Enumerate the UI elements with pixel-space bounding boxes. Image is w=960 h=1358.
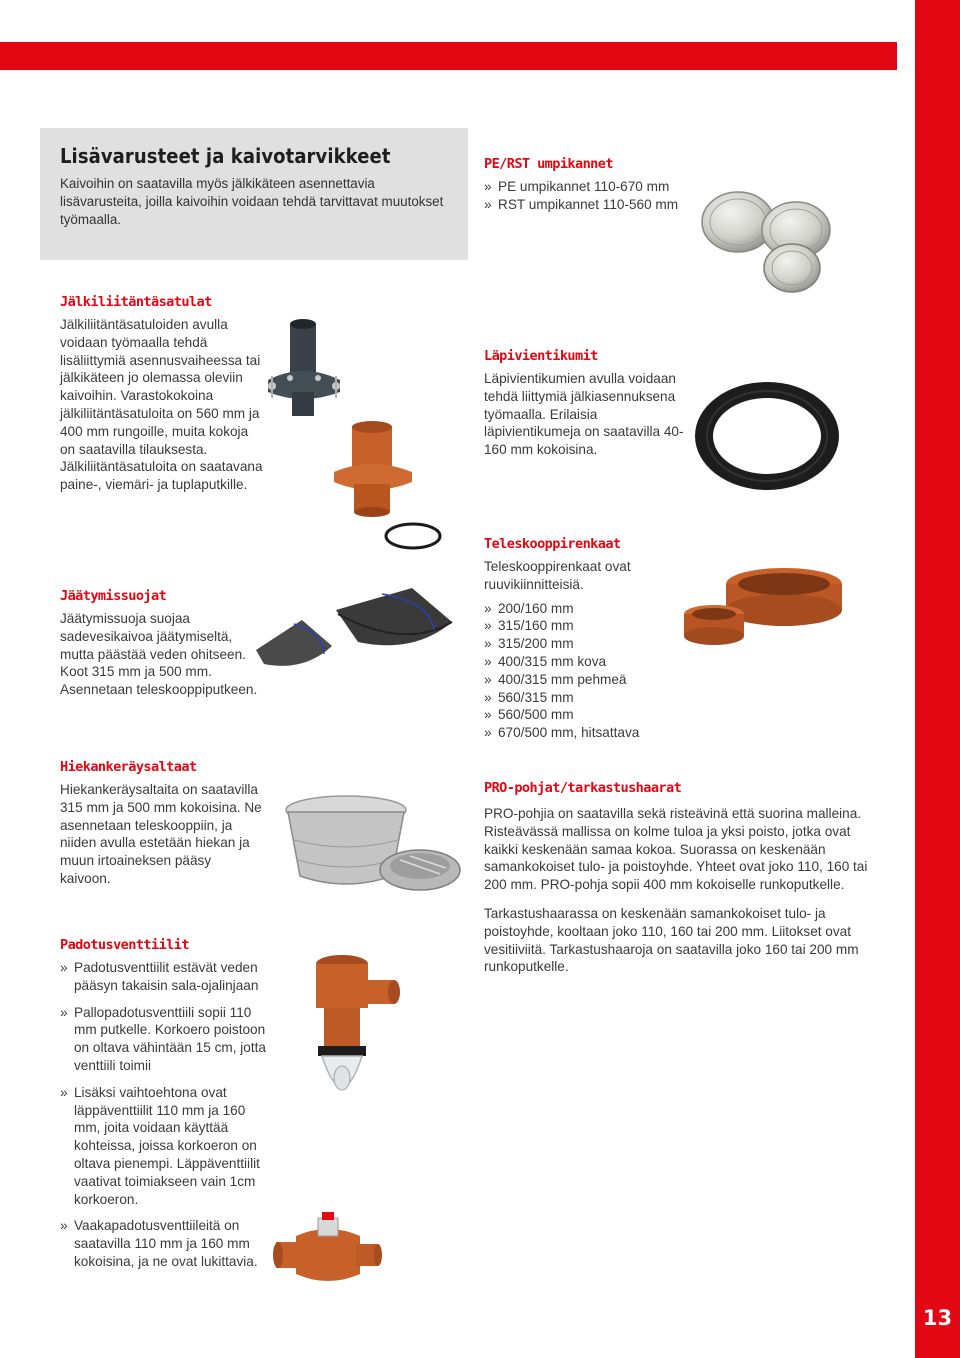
list-item: » Pallopadotusventtiili sopii 110 mm putkelle. Korkoero poistoon on oltava vähintään 15 cm, jotta venttiili toimii [60, 1004, 270, 1075]
pe-rst-section [484, 156, 714, 214]
intro-title: Lisävarusteet ja kaivotarvikkeet [60, 144, 391, 168]
frost-cones-photo [254, 580, 454, 674]
list-item: » 670/500 mm, hitsattava [484, 724, 684, 742]
list-item: » Padotusventtiilit estävät veden pääsyn takaisin sala-ojalinjaan [60, 959, 270, 995]
valve-section [60, 937, 270, 1280]
list-item: » Vaakapadotusventtiileitä on saatavilla 110 mm ja 160 mm kokoisina, ja ne ovat lukittavia. [60, 1217, 270, 1270]
page-number: 13 [922, 1306, 953, 1330]
frost-heading: Jäätymissuojat [60, 588, 167, 604]
pro-section [484, 780, 879, 976]
list-item: » 400/315 mm pehmeä [484, 671, 684, 689]
list-item: » RST umpikannet 110-560 mm [484, 196, 714, 214]
cap-discs-photo [700, 180, 840, 300]
pe-rst-list [484, 178, 714, 214]
sand-text: Hiekankeräysaltaita on saatavilla 315 mm ja 500 mm kokoisina. Ne asennetaan teleskooppiin, ja niiden avulla estetään hiekan ja muun irtoaineksen pääsy kaivoon. [60, 782, 262, 886]
grommet-section [484, 348, 684, 459]
saddle-text: Jälkiliitäntäsatuloiden avulla voidaan työmaalla tehdä lisäliittymiä asennusvaiheessa tai jälkikäteen jo olemassa oleviin kaivoihin. Varastokokoina jälkiliitäntäsatuloita on 560 mm ja 400 mm rungoille, muita kokoja on saatavilla tilauksesta. Jälkiliitäntäsatuloita on saatavana paine-, viemäri- ja tuplaputkille. [60, 317, 263, 493]
list-item: » 560/500 mm [484, 706, 684, 724]
intro-text: Kaivoihin on saatavilla myös jälkikäteen asennettavia lisävarusteita, joilla kaivoihin voidaan tehdä tarvittavat muutokset työmaalla. [60, 176, 444, 227]
list-item: » 400/315 mm kova [484, 653, 684, 671]
seal-ring-photo [382, 520, 444, 552]
list-item: » 560/315 mm [484, 689, 684, 707]
list-item: » Lisäksi vaihtoehtona ovat läppäventtiilit 110 mm ja 160 mm, joita voidaan käyttää kohteissa, joissa korkoeron on oltava pienempi. Läppäventtiilit vaativat toimiakseen vain 1cm korkoeron. [60, 1084, 270, 1209]
intro-box [40, 128, 468, 260]
ball-valve-photo [300, 950, 400, 1120]
telescope-text: Teleskooppirenkaat ovat ruuvikiinnitteisiä. [484, 559, 631, 592]
saddle-heading: Jälkiliitäntäsatulat [60, 294, 212, 310]
saddle-orange-photo [330, 420, 416, 520]
valve-heading: Padotusventtiilit [60, 937, 189, 953]
sand-section [60, 759, 265, 888]
frost-text: Jäätymissuoja suojaa sadevesikaivoa jäätymiseltä, mutta päästää veden ohitseen. Koot 315 mm ja 500 mm. Asennetaan teleskooppiputkeen. [60, 611, 258, 698]
list-item: » 200/160 mm [484, 600, 684, 618]
flap-valve-photo [272, 1208, 382, 1294]
valve-list [60, 959, 270, 1271]
sand-heading: Hiekankeräysaltaat [60, 759, 197, 775]
pro-text-2: Tarkastushaarassa on keskenään samankokoiset tulo- ja poistoyhde, kooltaan joko 110, 160 tai 200 mm. Liitokset ovat vesitiiviitä. Tarkastushaaroja on saatavilla joko 160 tai 200 mm runkoputkelle. [484, 905, 859, 975]
rubber-ring-photo [688, 376, 846, 496]
top-red-bar [0, 42, 897, 70]
telescope-heading: Teleskooppirenkaat [484, 536, 621, 552]
grommet-heading: Läpivientikumit [484, 348, 598, 364]
list-item: » PE umpikannet 110-670 mm [484, 178, 714, 196]
grommet-text: Läpivientikumien avulla voidaan tehdä liittymiä jälkiasennuksena työmaalla. Erilaisia läpivientikumeja on saatavilla 40-160 mm kokoisina. [484, 371, 684, 458]
pro-heading: PRO-pohjat/tarkastushaarat [484, 780, 682, 796]
saddle-dark-photo [262, 318, 348, 422]
sand-basket-photo [270, 780, 470, 908]
telescope-section [484, 536, 684, 742]
pe-rst-heading: PE/RST umpikannet [484, 156, 613, 172]
frost-section [60, 588, 260, 699]
list-item: » 315/200 mm [484, 635, 684, 653]
telescope-list [484, 600, 684, 742]
telescope-rings-photo [678, 556, 850, 656]
pro-text-1: PRO-pohjia on saatavilla sekä risteävinä että suorina malleina. Risteävässä mallissa on kolme tuloa ja yksi poisto, jotka ovat kaikki keskenään samaa kokoa. Suorassa on keskenään samankokoiset tulo- ja poistoyhde. Yhteet ovat joko 110, 160 tai 200 mm. PRO-pohja sopii 400 mm kokoiselle runkoputkelle. [484, 806, 868, 893]
list-item: » 315/160 mm [484, 617, 684, 635]
saddle-section [60, 294, 265, 494]
right-red-sidebar [915, 0, 960, 1358]
